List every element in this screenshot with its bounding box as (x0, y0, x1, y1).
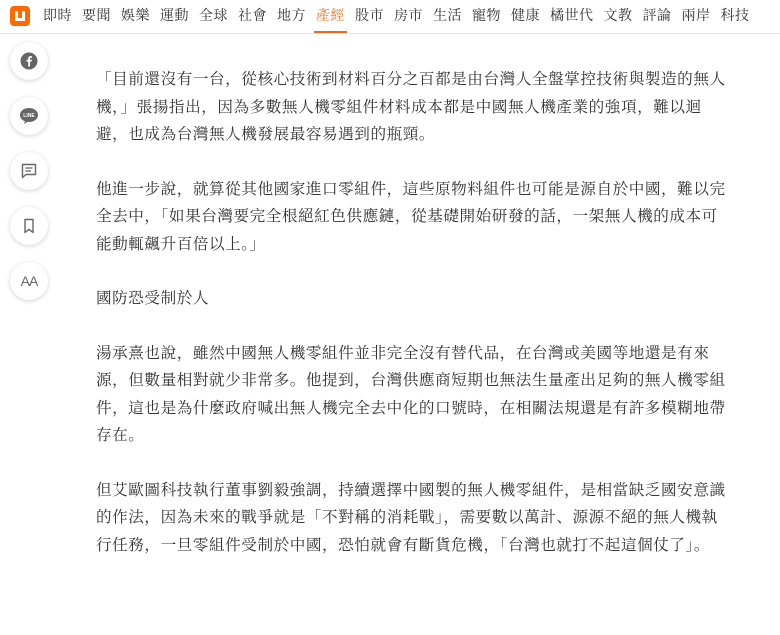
nav-item-cross-strait[interactable]: 兩岸 (681, 8, 711, 24)
facebook-share-button[interactable] (10, 42, 48, 80)
nav-item-life[interactable]: 生活 (433, 8, 462, 24)
nav-item-stocks[interactable]: 股市 (355, 8, 384, 24)
top-navigation-bar (0, 0, 780, 34)
bookmark-icon (20, 217, 38, 235)
article-paragraph: 但艾歐圖科技執行董事劉毅強調，持續選擇中國製的無人機零組件，是相當缺乏國安意識的作法，因為未來的戰爭就是「不對稱的消耗戰」，需要數以萬計、源源不絕的無人機執行任務，一旦零組件受制於中國，恐怕就會有斷貨危機，「台灣也就打不起這個仗了」。 (96, 480, 726, 554)
nav-item-society[interactable]: 社會 (238, 8, 267, 24)
bookmark-button[interactable] (10, 207, 48, 245)
nav-item-entertainment[interactable]: 娛樂 (121, 8, 150, 24)
nav-item-orange-generation[interactable]: 橘世代 (550, 8, 594, 24)
nav-item-local[interactable]: 地方 (277, 8, 306, 24)
line-share-button[interactable] (10, 97, 48, 135)
logo-glyph-icon (13, 9, 27, 23)
nav-item-health[interactable]: 健康 (511, 8, 540, 24)
udn-logo-icon[interactable] (10, 6, 30, 26)
share-toolbar (10, 42, 48, 317)
nav-item-tech[interactable]: 科技 (720, 8, 750, 24)
article-body (96, 66, 732, 586)
font-size-button[interactable] (10, 262, 48, 300)
nav-item-housing[interactable]: 房市 (394, 8, 423, 24)
comment-icon (20, 162, 38, 180)
nav-item-education[interactable]: 文教 (603, 8, 633, 24)
font-size-icon: AA (20, 273, 38, 289)
nav-item-global[interactable]: 全球 (199, 8, 228, 24)
line-icon (19, 107, 39, 125)
article-paragraph: 他進一步說，就算從其他國家進口零組件，這些原物料組件也可能是源自於中國，難以完全去中，「如果台灣要完全根絕紅色供應鏈，從基礎開始研發的話，一架無人機的成本可能動輒飆升百倍以上。」 (96, 179, 726, 253)
nav-item-business[interactable]: 產經 (311, 0, 350, 33)
nav-list (38, 0, 755, 33)
comment-button[interactable] (10, 152, 48, 190)
svg-text:LINE: LINE (23, 113, 35, 119)
nav-item-pets[interactable]: 寵物 (472, 8, 501, 24)
nav-item-instant[interactable]: 即時 (43, 8, 72, 24)
article-paragraph: 「目前還沒有一台，從核心技術到材料百分之百都是由台灣人全盤掌控技術與製造的無人機，」張揚指出，因為多數無人機零組件材料成本都是中國無人機產業的強項，難以迴避，也成為台灣無人機發展最容易遇到的瓶頸。 (96, 70, 726, 143)
nav-item-headlines[interactable]: 要聞 (82, 8, 111, 24)
facebook-icon (20, 52, 38, 70)
article-subheading: 國防恐受制於人 (96, 289, 210, 307)
article-paragraph: 湯承熹也說，雖然中國無人機零組件並非完全沒有替代品，在台灣或美國等地還是有來源，但數量相對就少非常多。他提到，台灣供應商短期也無法生量產出足夠的無人機零組件，這也是為什麼政府喊出無人機完全去中化的口號時，在相關法規還是有許多模糊地帶存在。 (96, 343, 726, 444)
nav-item-sports[interactable]: 運動 (160, 8, 189, 24)
nav-item-opinion[interactable]: 評論 (642, 8, 672, 24)
